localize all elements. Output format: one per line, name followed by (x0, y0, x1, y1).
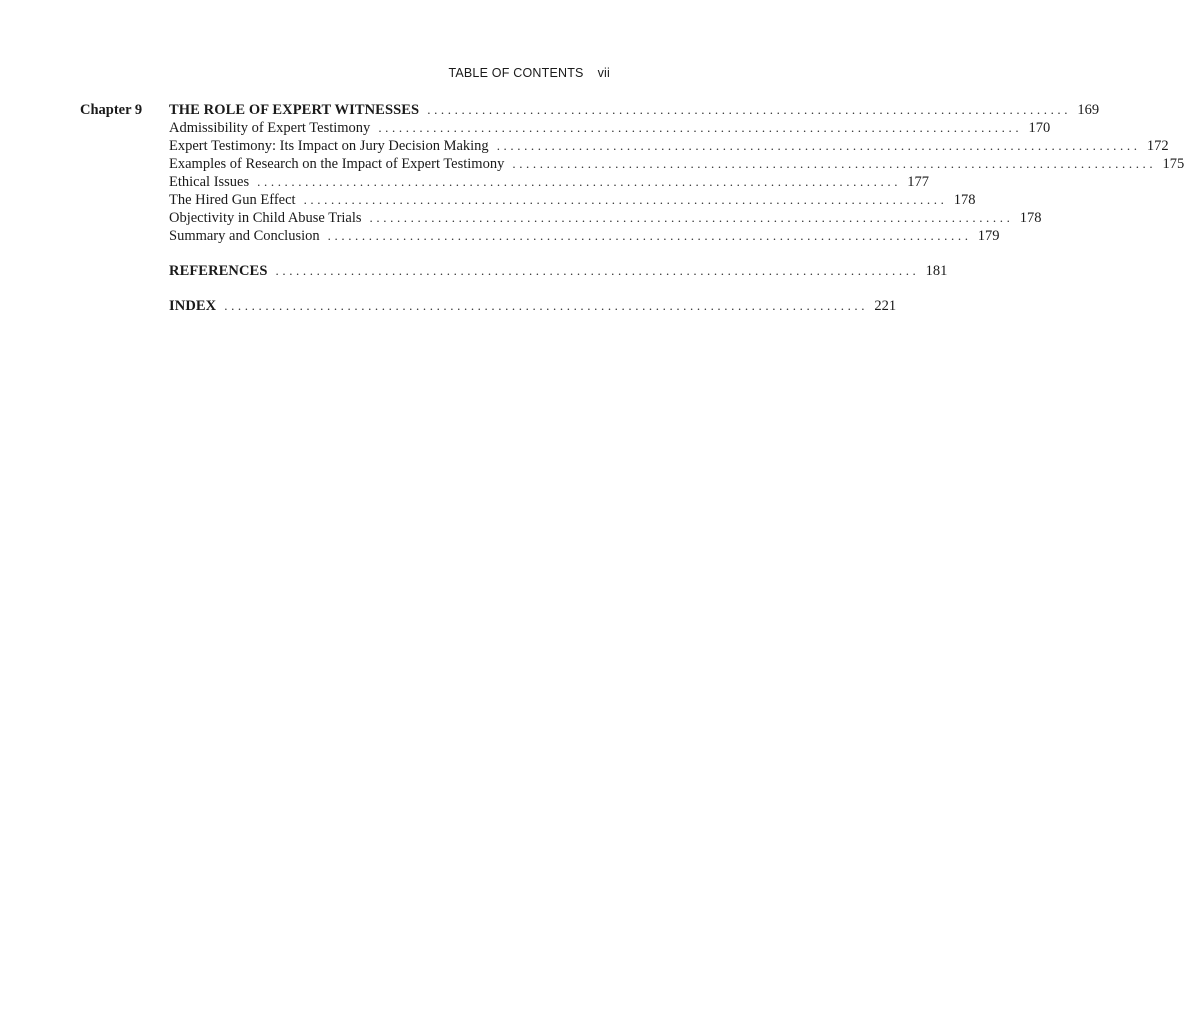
running-head-title: TABLE OF CONTENTS (448, 66, 584, 80)
toc-entry-page: 169 (1077, 102, 1100, 118)
toc-entry-title: THE ROLE OF EXPERT WITNESSES (169, 102, 420, 118)
toc-entry (169, 155, 1184, 173)
toc-entry-title: Objectivity in Child Abuse Trials (169, 210, 362, 226)
page-number: vii (597, 66, 610, 80)
toc-entry-page: 172 (1146, 138, 1169, 154)
dot-leader: .............................................................................................. (224, 298, 869, 313)
toc-entry-page: 177 (907, 174, 930, 190)
toc-entry-title: INDEX (169, 298, 217, 314)
toc-entry-page: 179 (977, 228, 1000, 244)
table-of-contents (80, 101, 1184, 315)
dot-leader: .............................................................................................. (257, 174, 902, 189)
dot-leader: .............................................................................................. (512, 156, 1157, 171)
toc-entry (169, 101, 1100, 119)
toc-entry-page: 178 (953, 192, 976, 208)
toc-entry-title: Examples of Research on the Impact of Expert Testimony (169, 156, 505, 172)
toc-entry-page: 175 (1162, 156, 1184, 172)
toc-entry-page: 178 (1019, 210, 1042, 226)
toc-entry-title: Expert Testimony: Its Impact on Jury Decision Making (169, 138, 489, 154)
toc-entry-title: REFERENCES (169, 263, 268, 279)
dot-leader: .............................................................................................. (369, 210, 1014, 225)
toc-entry (169, 227, 1000, 245)
dot-leader: .............................................................................................. (303, 192, 948, 207)
toc-entry-index (169, 297, 897, 315)
toc-entry (169, 119, 1051, 137)
toc-entry (169, 209, 1042, 227)
dot-leader: .............................................................................................. (496, 138, 1141, 153)
toc-entry (169, 173, 930, 191)
toc-entry-title: Summary and Conclusion (169, 228, 320, 244)
dot-leader: .............................................................................................. (378, 120, 1023, 135)
toc-entry (169, 191, 976, 209)
chapter-label: Chapter 9 (80, 102, 143, 118)
toc-entry-page: 221 (874, 298, 897, 314)
toc-entry-page: 170 (1028, 120, 1051, 136)
toc-entry-page: 181 (925, 263, 948, 279)
dot-leader: .............................................................................................. (275, 263, 920, 278)
backmatter (169, 262, 948, 315)
dot-leader: .............................................................................................. (427, 102, 1072, 117)
toc-entry-title: Ethical Issues (169, 174, 250, 190)
toc-entry-references (169, 262, 948, 280)
chapter-block (80, 101, 1184, 245)
toc-entry (169, 137, 1169, 155)
dot-leader: .............................................................................................. (327, 228, 972, 243)
toc-entry-title: Admissibility of Expert Testimony (169, 120, 371, 136)
toc-entry-title: The Hired Gun Effect (169, 192, 296, 208)
running-head (448, 66, 610, 80)
chapter-entries (169, 101, 1184, 245)
